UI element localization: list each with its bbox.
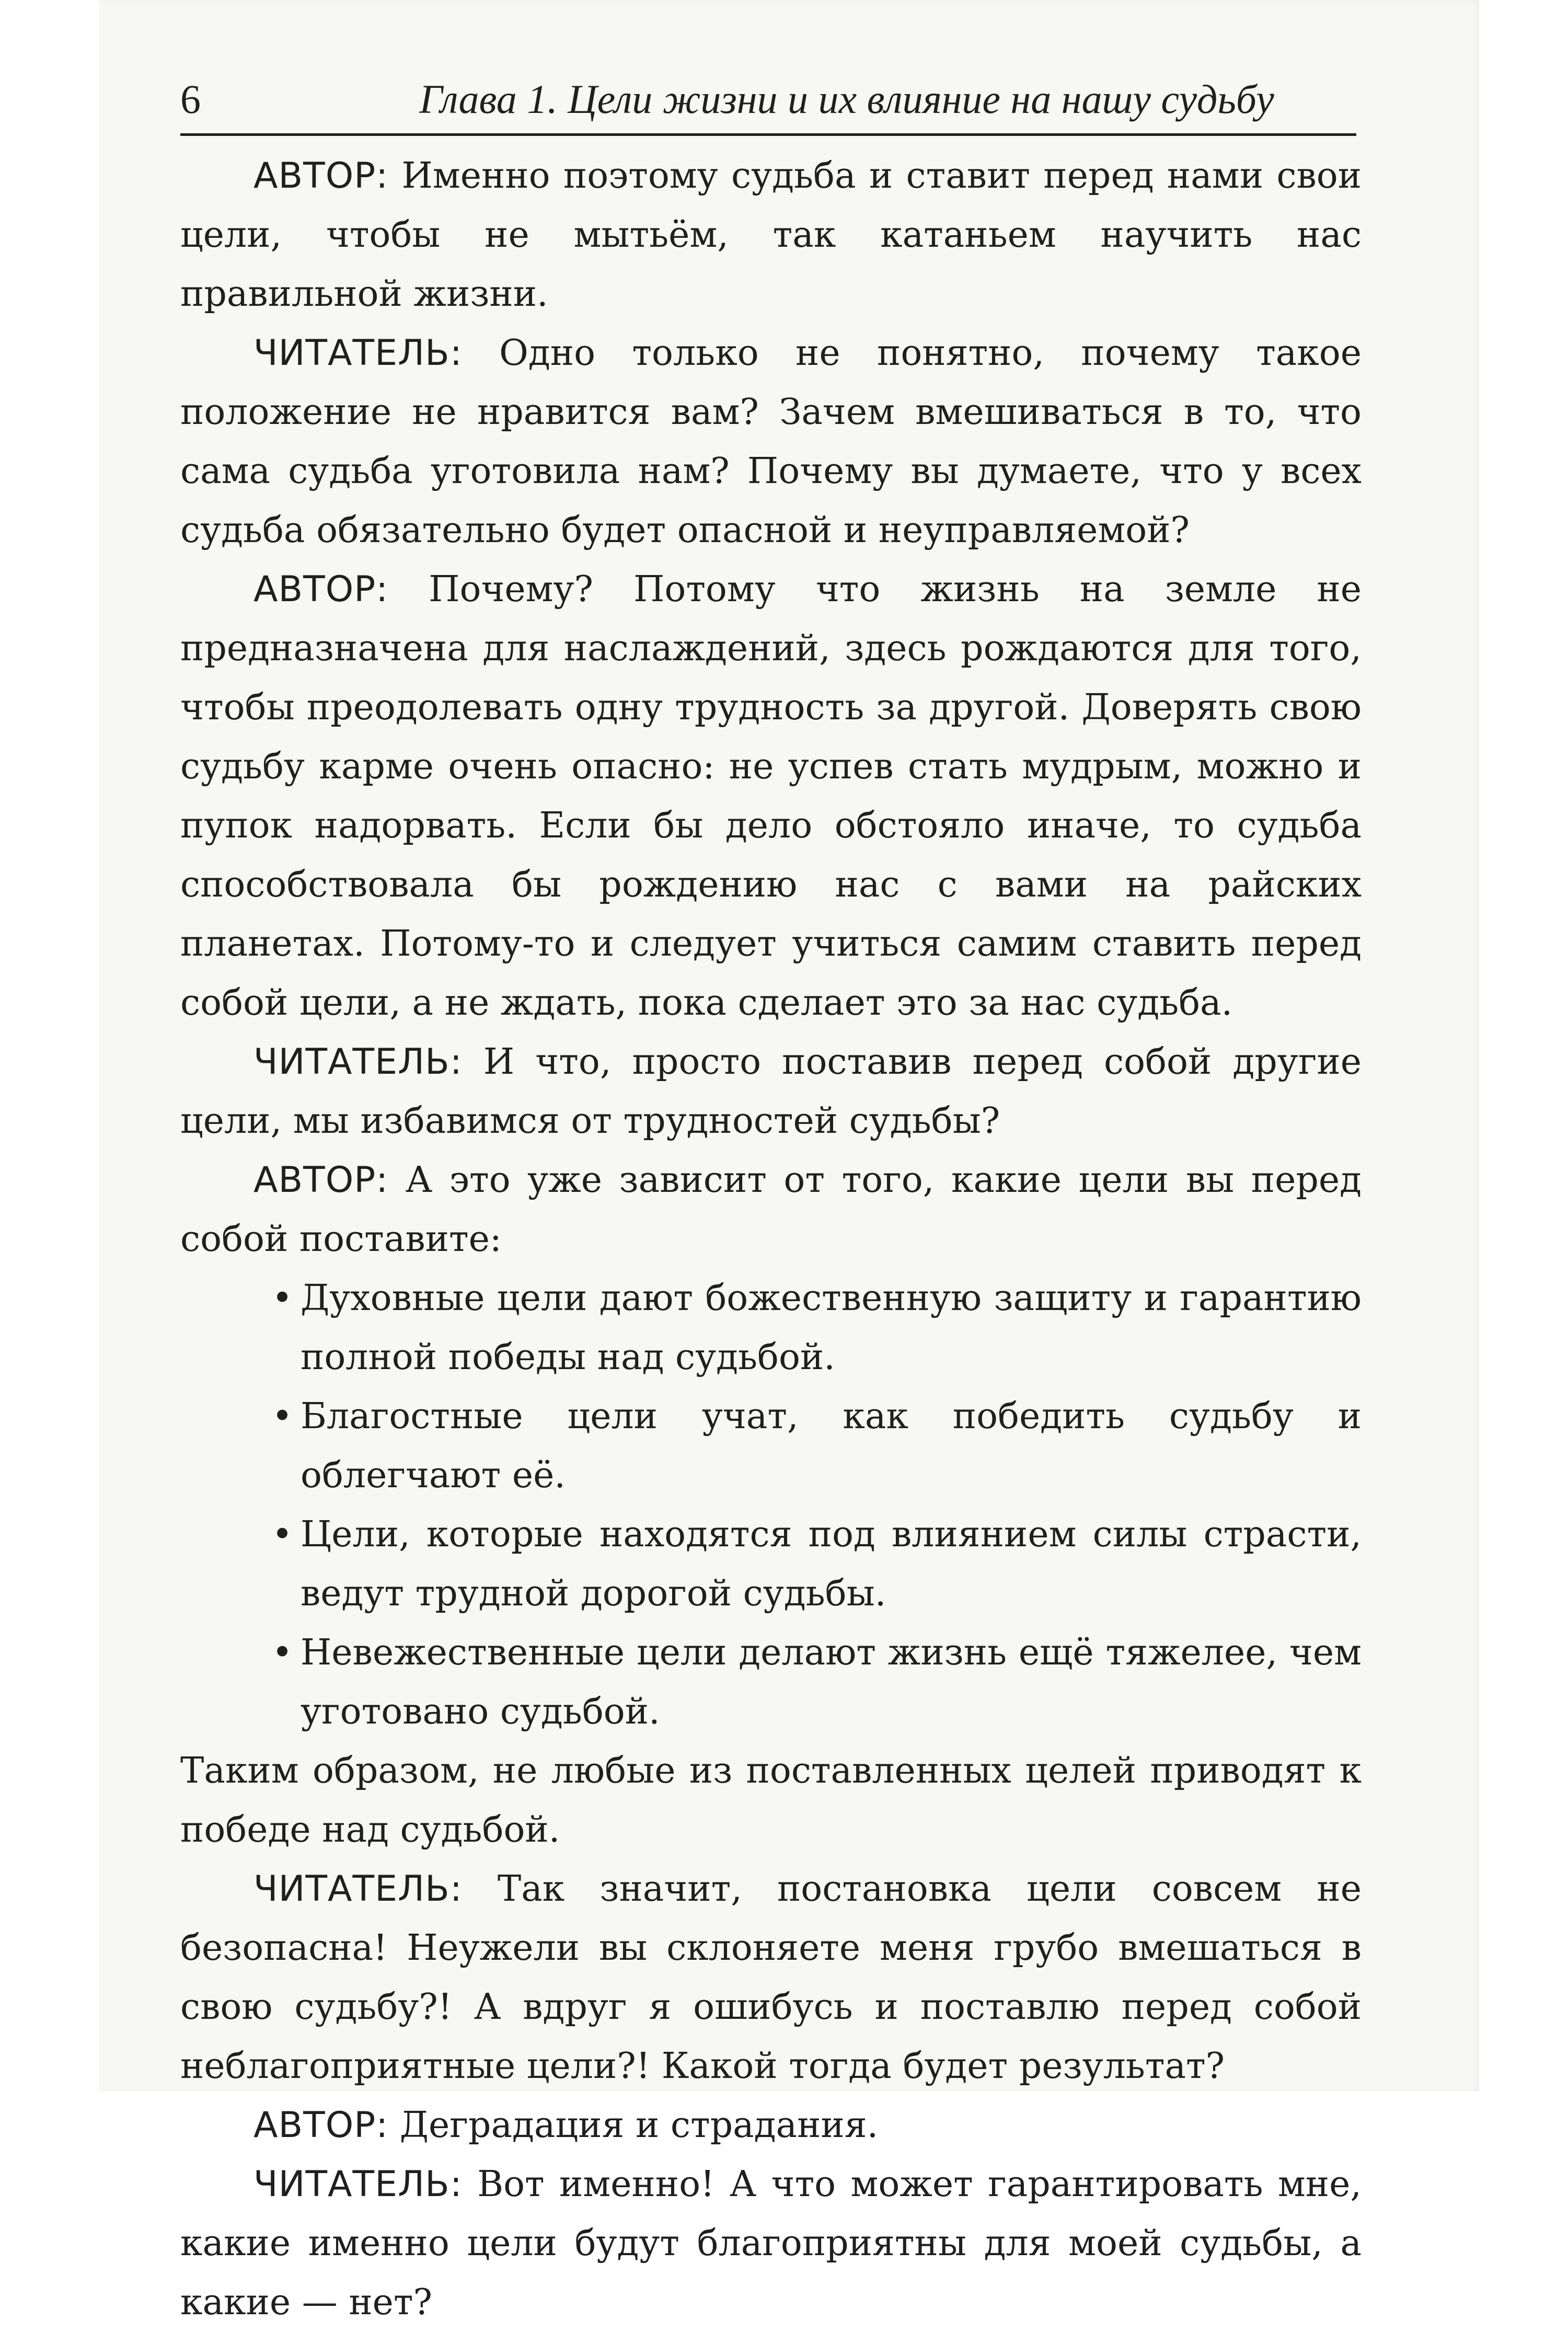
summary-paragraph: Таким образом, не любые из поставленных целей приводят к победе над судьбой. <box>180 1750 1362 1851</box>
bullet-marker: • <box>272 1396 293 1437</box>
paragraph-text: Так значит, постановка цели совсем не безопасна! Неужели вы склоняете меня грубо вмешаться в свою судьбу?! А вдруг я ошибусь и поставлю перед собой неблагоприятные цели?! Какой тогда будет результат? <box>180 1868 1362 2087</box>
bullet-marker: • <box>272 1278 293 1319</box>
list-item <box>272 1269 1362 1387</box>
paragraph <box>180 2155 1362 2332</box>
running-header <box>180 76 1356 136</box>
speaker-label: АВТОР: <box>253 1159 389 1201</box>
paragraph <box>180 146 1362 324</box>
list-item <box>272 1505 1362 1623</box>
paragraph-text: Вот именно! А что может гарантировать мне, какие именно цели будут благоприятны для моей судьбы, а какие — нет? <box>180 2164 1362 2323</box>
list-item <box>272 1623 1362 1741</box>
speaker-label: ЧИТАТЕЛЬ: <box>253 332 463 374</box>
paragraph <box>180 1859 1362 2096</box>
paragraph-text: Именно поэтому судьба и ставит перед нами свои цели, чтобы не мытьём, так катаньем научить нас правильной жизни. <box>180 155 1362 315</box>
paragraph-text: А это уже зависит от того, какие цели вы перед собой поставите: <box>180 1159 1362 1260</box>
speaker-label: АВТОР: <box>253 569 389 610</box>
bullet-marker: • <box>272 1632 293 1673</box>
body-text <box>180 146 1362 2332</box>
bullet-list <box>180 1269 1362 1741</box>
list-item-text: Цели, которые находятся под влиянием силы страсти, ведут трудной дорогой судьбы. <box>301 1514 1362 1614</box>
paragraph <box>180 1032 1362 1151</box>
list-item-text: Благостные цели учат, как победить судьбу и облегчают её. <box>301 1396 1362 1496</box>
speaker-label: ЧИТАТЕЛЬ: <box>253 1868 463 1910</box>
paragraph <box>180 560 1362 1032</box>
paragraph-text: Деградация и страдания. <box>388 2105 879 2146</box>
paragraph <box>180 1151 1362 1269</box>
paragraph-text: И что, просто поставив перед собой другие цели, мы избавимся от трудностей судьбы? <box>180 1041 1362 1142</box>
speaker-label: ЧИТАТЕЛЬ: <box>253 1041 463 1083</box>
list-item-text: Невежественные цели делают жизнь ещё тяжелее, чем уготовано судьбой. <box>301 1632 1362 1732</box>
bullet-marker: • <box>272 1514 293 1555</box>
speaker-label: АВТОР: <box>253 2105 389 2146</box>
book-page <box>99 0 1479 2323</box>
chapter-title: Глава 1. Цели жизни и их влияние на нашу судьбу <box>419 76 1274 122</box>
paragraph-text: Одно только не понятно, почему такое положение не нравится вам? Зачем вмешиваться в то, что сама судьба уготовила нам? Почему вы думаете, что у всех судьба обязательно будет опасной и неуправляемой? <box>180 332 1362 551</box>
speaker-label: ЧИТАТЕЛЬ: <box>253 2164 463 2205</box>
speaker-label: АВТОР: <box>253 155 389 197</box>
paragraph <box>180 324 1362 560</box>
paragraph <box>180 2096 1362 2155</box>
paragraph-text: Почему? Потому что жизнь на земле не предназначена для наслаждений, здесь рождаются для того, чтобы преодолевать одну трудность за другой. Доверять свою судьбу карме очень опасно: не успев стать мудрым, можно и пупок надорвать. Если бы дело обстояло иначе, то судьба способствовала бы рождению нас с вами на райских планетах. Потому-то и следует учиться самим ставить перед собой цели, а не ждать, пока сделает это за нас судьба. <box>180 569 1362 1024</box>
page-number: 6 <box>180 76 201 122</box>
list-item-text: Духовные цели дают божественную защиту и гарантию полной победы над судьбой. <box>301 1278 1362 1378</box>
list-item <box>272 1387 1362 1505</box>
